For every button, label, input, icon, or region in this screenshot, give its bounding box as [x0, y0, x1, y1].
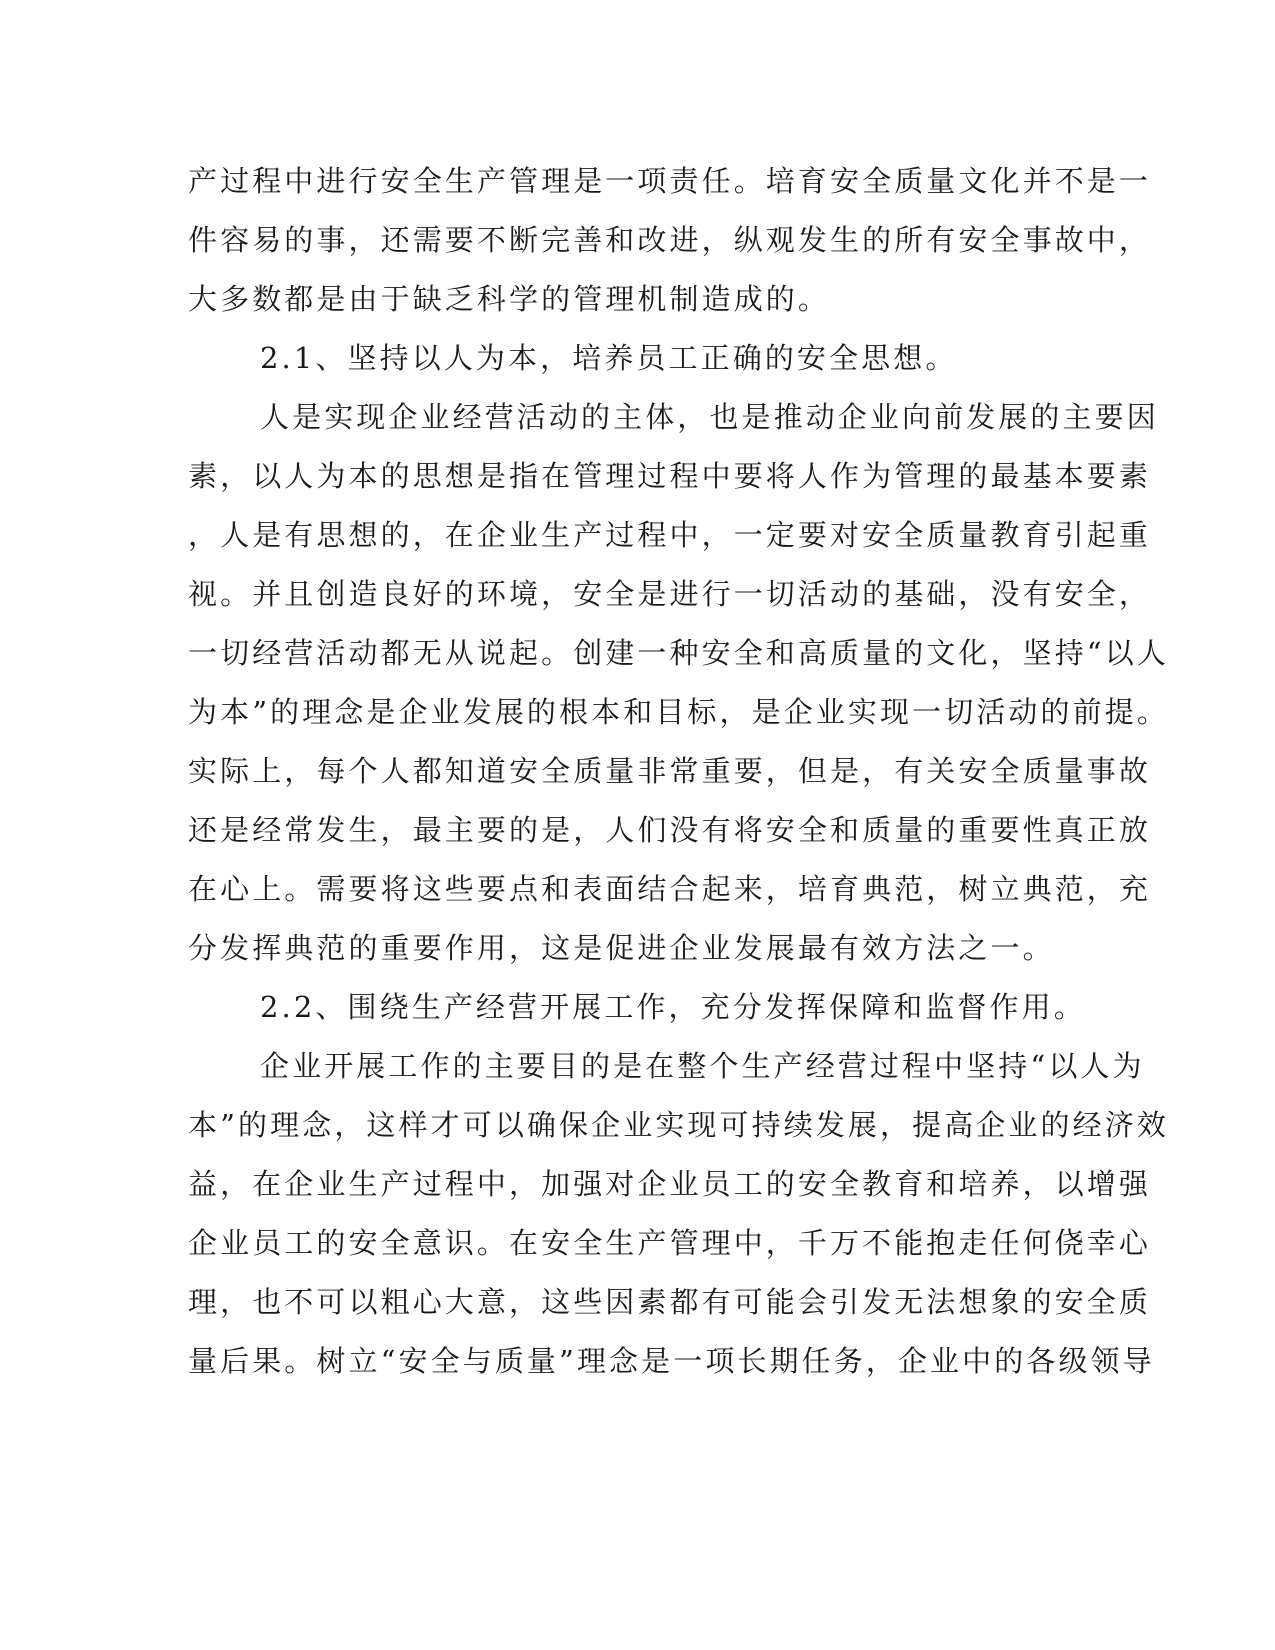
section-heading: 2.1、坚持以人为本，培养员工正确的安全思想。 [260, 341, 958, 375]
text-line: 一切经营活动都无从说起。创建一种安全和高质量的文化，坚持“以人 [188, 636, 1169, 670]
text-line: 大多数都是由于缺乏科学的管理机制造成的。 [188, 282, 831, 316]
text-line: 企业开展工作的主要目的是在整个生产经营过程中坚持“以人为 [260, 1049, 1145, 1083]
text-line: 件容易的事，还需要不断完善和改进，纵观发生的所有安全事故中， [188, 223, 1152, 257]
text-line: 实际上，每个人都知道安全质量非常重要，但是，有关安全质量事故 [188, 754, 1152, 788]
text-line: 视。并且创造良好的环境，安全是进行一切活动的基础，没有安全， [188, 577, 1152, 611]
text-line: ，人是有思想的，在企业生产过程中，一定要对安全质量教育引起重 [188, 518, 1152, 552]
text-line: 理，也不可以粗心大意，这些因素都有可能会引发无法想象的安全质 [188, 1285, 1152, 1319]
text-line: 益，在企业生产过程中，加强对企业员工的安全教育和培养，以增强 [188, 1167, 1152, 1201]
text-line: 产过程中进行安全生产管理是一项责任。培育安全质量文化并不是一 [188, 164, 1152, 198]
text-line: 还是经常发生，最主要的是，人们没有将安全和质量的重要性真正放 [188, 813, 1152, 847]
section-heading: 2.2、围绕生产经营开展工作，充分发挥保障和监督作用。 [260, 990, 1086, 1024]
text-line: 量后果。树立“安全与质量”理念是一项长期任务，企业中的各级领导 [188, 1344, 1155, 1378]
text-line: 企业员工的安全意识。在安全生产管理中，千万不能抱走任何侥幸心 [188, 1226, 1152, 1260]
text-line: 在心上。需要将这些要点和表面结合起来，培育典范，树立典范，充 [188, 872, 1152, 906]
text-line: 素，以人为本的思想是指在管理过程中要将人作为管理的最基本要素 [188, 459, 1152, 493]
text-line: 分发挥典范的重要作用，这是促进企业发展最有效方法之一。 [188, 931, 1055, 965]
text-line: 人是实现企业经营活动的主体，也是推动企业向前发展的主要因 [260, 400, 1159, 434]
text-line: 为本”的理念是企业发展的根本和目标，是企业实现一切活动的前提。 [188, 695, 1169, 729]
text-line: 本”的理念，这样才可以确保企业实现可持续发展，提高企业的经济效 [188, 1108, 1169, 1142]
